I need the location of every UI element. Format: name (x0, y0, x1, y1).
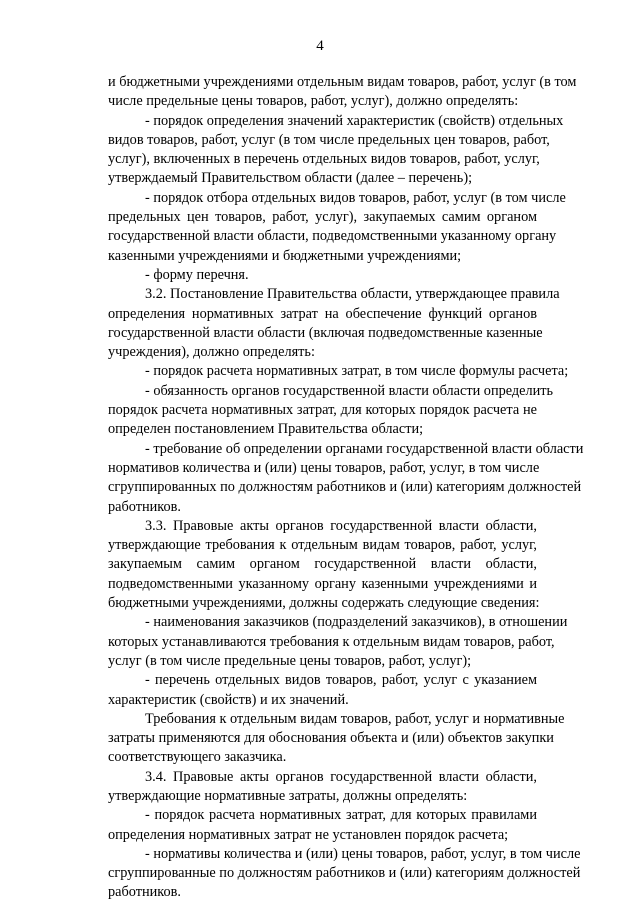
text-line: бюджетными учреждениями, должны содержать следующие сведения: (108, 595, 540, 612)
text-line: - порядок расчета нормативных затрат, для которых правилами (145, 807, 537, 824)
text-line: казенными учреждениями и бюджетными учреждениями; (108, 247, 462, 264)
text-line: затраты применяются для обоснования объекта и (или) объектов закупки (108, 730, 554, 747)
text-line: предельных цен товаров, работ, услуг), закупаемых самим органом (108, 209, 537, 226)
text-line: нормативов количества и (или) цены товаров, работ, услуг, в том числе (108, 459, 540, 476)
text-line: - порядок определения значений характеристик (свойств) отдельных (145, 112, 564, 129)
text-line: сгруппированных по должностям работников и (или) категориям должностей (108, 479, 582, 496)
text-line: порядок расчета нормативных затрат, для которых порядок расчета не (108, 402, 537, 419)
text-line: определения нормативных затрат не установлен порядок расчета; (108, 826, 509, 843)
text-line: видов товаров, работ, услуг (в том числе предельных цен товаров, работ, (108, 131, 550, 148)
text-line: соответствующего заказчика. (108, 749, 287, 766)
text-line: - требование об определении органами государственной власти области (145, 440, 584, 457)
text-line: которых устанавливаются требования к отдельным видам товаров, работ, (108, 633, 555, 650)
text-line: закупаемым самим органом государственной власти области, (108, 556, 537, 573)
text-line: - форму перечня. (145, 266, 249, 283)
text-line: 3.4. Правовые акты органов государственной власти области, (145, 768, 537, 785)
document-body (108, 73, 584, 903)
text-line: - обязанность органов государственной власти области определить (145, 382, 554, 399)
text-line: - наименования заказчиков (подразделений заказчиков), в отношении (145, 614, 568, 631)
text-line: утверждаемый Правительством области (далее – перечень); (108, 170, 473, 187)
text-line: учреждения), должно определять: (108, 344, 315, 361)
text-line: числе предельные цены товаров, работ, услуг), должно определять: (108, 93, 519, 110)
text-line: государственной власти области, подведомственными указанному органу (108, 228, 557, 245)
text-line: определения нормативных затрат на обеспечение функций органов (108, 305, 537, 322)
text-line: работников. (108, 498, 181, 515)
text-line: - порядок отбора отдельных видов товаров, работ, услуг (в том числе (145, 189, 566, 206)
text-line: Требования к отдельным видам товаров, работ, услуг и нормативные (145, 710, 565, 727)
text-line: работников. (108, 884, 181, 901)
text-line: характеристик (свойств) и их значений. (108, 691, 349, 708)
text-line: утверждающие нормативные затраты, должны определять: (108, 787, 468, 804)
text-line: услуг (в том числе предельные цены товаров, работ, услуг); (108, 652, 472, 669)
text-line: сгруппированные по должностям работников и (или) категориям должностей (108, 865, 581, 882)
text-line: - перечень отдельных видов товаров, работ, услуг с указанием (145, 672, 537, 689)
text-line: - порядок расчета нормативных затрат, в том числе формулы расчета; (145, 363, 569, 380)
page-number: 4 (316, 38, 324, 54)
text-line: 3.2. Постановление Правительства области, утверждающее правила (145, 286, 560, 303)
text-line: и бюджетными учреждениями отдельным видам товаров, работ, услуг (в том (108, 74, 577, 90)
text-line: утверждающие требования к отдельным видам товаров, работ, услуг, (108, 537, 537, 554)
text-line: государственной власти области (включая подведомственные казенные (108, 324, 543, 341)
text-line: определен постановлением Правительства области; (108, 421, 424, 438)
text-line: 3.3. Правовые акты органов государственной власти области, (145, 517, 537, 534)
text-line: услуг), включенных в перечень отдельных видов товаров, работ, услуг, (108, 151, 540, 168)
text-line: - нормативы количества и (или) цены товаров, работ, услуг, в том числе (145, 845, 581, 862)
text-line: подведомственными указанному органу казенными учреждениями и (108, 575, 537, 592)
